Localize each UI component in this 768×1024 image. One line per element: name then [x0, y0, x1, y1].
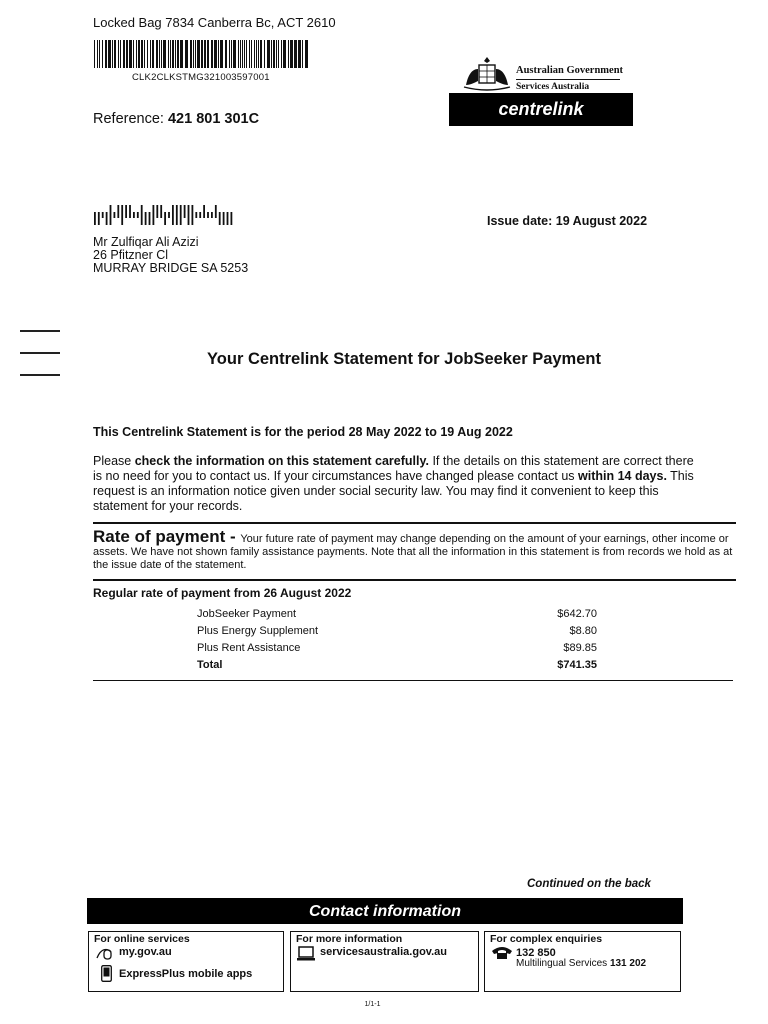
instructions-text: This request is an information notice given under social security law. You may find it convenient to keep this statement for your records.: [93, 469, 694, 513]
rate-section: [93, 527, 733, 572]
coat-of-arms-icon: [460, 55, 514, 93]
telephone-icon: [491, 946, 513, 960]
reference-number: 421 801 301C: [167, 111, 260, 127]
divider: [93, 522, 736, 524]
contact-box-heading: For online services: [94, 933, 190, 945]
instructions-text: If the details on this statement are correct there is no need for you to contact us. If your circumstances have changed please contact us: [93, 454, 694, 483]
payment-label: Plus Rent Assistance: [197, 642, 301, 654]
recipient-city: MURRAY BRIDGE SA 5253: [93, 261, 249, 275]
payment-label: Plus Energy Supplement: [197, 625, 319, 637]
payment-label: JobSeeker Payment: [197, 608, 297, 620]
contact-box-online: [88, 931, 284, 992]
instructions: [93, 454, 703, 514]
statement-period: This Centrelink Statement is for the period 28 May 2022 to 19 Aug 2022: [93, 425, 513, 439]
expressplus-apps-link[interactable]: ExpressPlus mobile apps: [119, 968, 253, 980]
issue-date: Issue date: 19 August 2022: [487, 214, 648, 228]
contact-heading: Contact information: [87, 898, 683, 924]
barcode-id: CLK2CLKSTMG321003597001: [132, 72, 270, 83]
instructions-text: Please: [93, 454, 135, 468]
payment-value: $89.85: [563, 642, 597, 654]
page-title: Your Centrelink Statement for JobSeeker Payment: [207, 350, 601, 368]
mygov-link[interactable]: my.gov.au: [119, 946, 172, 958]
govt-line1: Australian Government: [516, 65, 624, 76]
govt-line2: Services Australia: [516, 82, 590, 92]
phone-icon: [101, 965, 112, 982]
divider: [93, 680, 733, 681]
sender-address: Locked Bag 7834 Canberra Bc, ACT 2610: [93, 15, 336, 30]
payment-value: $8.80: [569, 625, 597, 637]
reference: [93, 111, 259, 127]
payment-value: $642.70: [557, 608, 597, 620]
multilingual-label: Multilingual Services: [516, 958, 608, 969]
fold-mark: [20, 330, 60, 332]
contact-box-complex: [484, 931, 681, 992]
recipient-name: Mr Zulfiqar Ali Azizi: [93, 235, 199, 249]
postal-barcode-icon: [94, 205, 236, 225]
multilingual-services: [516, 958, 646, 969]
total-value: $741.35: [557, 659, 597, 671]
recipient-street: 26 Pfitzner Cl: [93, 248, 169, 262]
total-label: Total: [197, 659, 223, 671]
contact-box-heading: For complex enquiries: [490, 933, 603, 945]
instructions-bold: check the information on this statement carefully.: [134, 454, 429, 468]
page-number: 1/1-1: [364, 1001, 381, 1008]
complex-enquiries-phone[interactable]: 132 850: [516, 947, 556, 959]
laptop-icon: [296, 946, 316, 962]
recipient-address: [93, 236, 248, 275]
instructions-bold: within 14 days.: [578, 469, 667, 483]
divider: [93, 579, 736, 581]
multilingual-phone[interactable]: 131 202: [609, 958, 647, 969]
centrelink-logo: centrelink: [449, 93, 633, 126]
website-link[interactable]: servicesaustralia.gov.au: [320, 946, 447, 958]
rate-note: Your future rate of payment may change depending on the amount of your earnings, other income or assets. We have not shown family assistance payments. Note that all the information in this statement is from records we hold as at the issue date of the statement.: [93, 533, 733, 571]
regular-rate-heading: Regular rate of payment from 26 August 2022: [93, 586, 352, 600]
fold-mark: [20, 374, 60, 376]
contact-box-heading: For more information: [296, 933, 403, 945]
barcode-icon: [94, 40, 312, 68]
rate-heading: Rate of payment -: [93, 527, 241, 546]
continued-note: Continued on the back: [527, 878, 651, 890]
reference-label: Reference:: [93, 111, 164, 127]
mouse-icon: [95, 946, 115, 960]
logo-divider: [516, 79, 620, 80]
contact-box-more-info: [290, 931, 479, 992]
